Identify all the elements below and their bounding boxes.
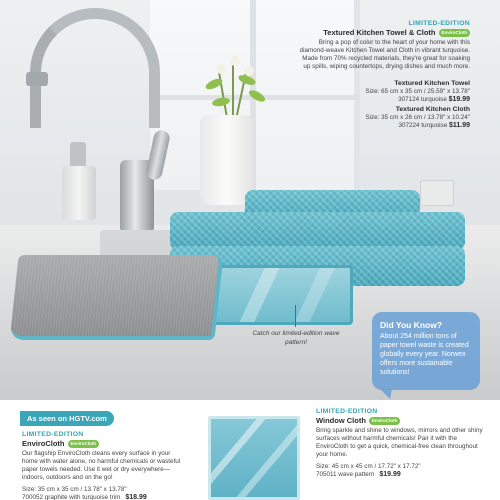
envirocloth-badge-icon: EnviroCloth [439, 29, 471, 37]
spec-size: Size: 65 cm x 35 cm / 25.59" x 13.78" [365, 88, 470, 95]
envirocloth-block [22, 431, 187, 500]
bottom-products [0, 400, 500, 500]
spec-price: $19.99 [448, 96, 470, 103]
kitchen-towel-panel [295, 20, 470, 130]
spec-sku: 307124 turquoise [398, 96, 447, 103]
product-size: Size: 45 cm x 45 cm / 17.72" x 17.72" [316, 463, 421, 470]
product-price: $18.99 [125, 494, 147, 500]
window-cloth-photo [208, 416, 300, 500]
product-title: Window Cloth [316, 416, 366, 425]
spec-size: Size: 35 cm x 26 cm / 13.78" x 10.24" [365, 114, 470, 121]
did-you-know-bubble [372, 312, 480, 390]
product-description: Bring sparkle and shine to windows, mirrors and other shiny surfaces without harmful chemicals! Pair it with the EnviroCloth to get a quick, chemical-free clean throughout your home. [316, 427, 483, 458]
limited-edition-label: LIMITED-EDITION [408, 20, 470, 27]
wave-pattern-callout: Catch our limited-edition wave pattern! [252, 330, 340, 346]
spec-name: Textured Kitchen Towel [394, 80, 470, 87]
window-cloth-block [316, 408, 488, 479]
product-size: Size: 35 cm x 35 cm / 13.78" x 13.78" [22, 486, 127, 493]
product-description: Bring a pop of color to the heart of your home with this diamond-weave Kitchen Towel and Cloth in vibrant turquoise. Made from 70% recycled materials, they're great for soaking up spills, wiping countertops, drying dishes and much more. [299, 39, 470, 70]
product-sku: 700052 graphite with turquoise trim [22, 494, 121, 500]
product-description: Our flagship EnviroCloth cleans every surface in your home with water alone, no harmful chemicals or wasteful paper towels needed. Use it wet or dry everywhere—indoors, outdoors and on the go! [22, 450, 181, 481]
spec-towel [295, 80, 470, 104]
graphite-envirocloth [10, 255, 224, 340]
kitchen-towel-middle [170, 212, 465, 250]
envirocloth-badge-icon: EnviroCloth [369, 417, 401, 425]
limited-edition-label: LIMITED-EDITION [316, 408, 378, 415]
wall-outlet [420, 180, 454, 206]
spec-cloth [295, 106, 470, 130]
did-you-know-title: Did You Know? [380, 320, 443, 330]
spec-sku: 307224 turquoise [398, 122, 448, 129]
product-title: EnviroCloth [22, 439, 65, 448]
hgtv-banner: As seen on HGTV.com [20, 411, 114, 426]
spec-price: $11.99 [448, 122, 470, 129]
limited-edition-label: LIMITED-EDITION [22, 431, 84, 438]
envirocloth-badge-icon: EnviroCloth [68, 440, 100, 448]
spec-name: Textured Kitchen Cloth [395, 106, 470, 113]
product-price: $19.99 [379, 471, 401, 478]
callout-line [295, 305, 296, 327]
product-sku: 705011 wave pattern [316, 471, 375, 478]
product-title: Textured Kitchen Towel & Cloth [323, 28, 436, 37]
did-you-know-text: About 254 million tons of paper towel waste is created globally every year. Norwex offers more sustainable solutions! [380, 333, 469, 376]
